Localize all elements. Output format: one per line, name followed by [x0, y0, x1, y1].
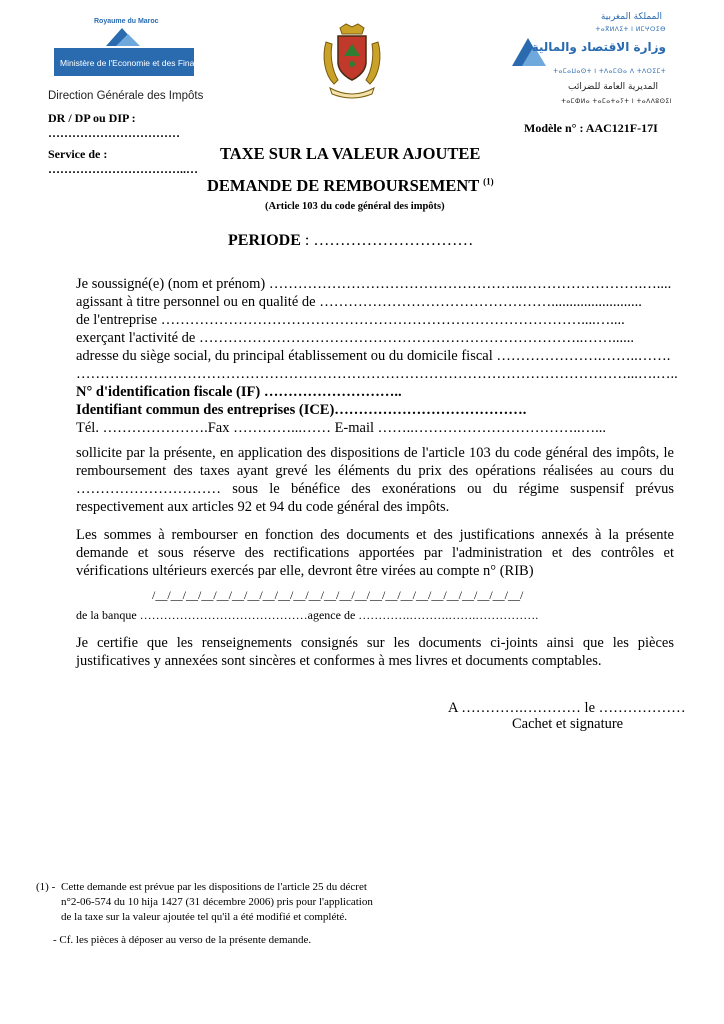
- name-field[interactable]: Je soussigné(e) (nom et prénom) ……………………………………………..…………………….…....: [76, 276, 672, 292]
- periode-line: [228, 232, 473, 250]
- request-paragraph: sollicite par la présente, en application des dispositions de l'article 103 du code général des impôts, le remboursement des taxes ayant grevé les éléments du prix des opérations réalisées au cours du ………………………… sous le bénéfice des exonérations ou du régime suspensif prévus respectivement aux articles 92 et 94 du code général des impôts.: [76, 445, 674, 515]
- refund-paragraph: Les sommes à rembourser en fonction des documents et des justifications annexés à la présente demande et sous réserve des rectifications apportées par l'administration et des contrôles et vérifications ultérieurs exercés par elle, devront être virées au compte n° (RIB): [76, 527, 674, 579]
- arabic-kingdom-text: المملكة المغربية: [600, 12, 662, 22]
- certification-paragraph: Je certifie que les renseignements consignés sur les documents ci-joints ainsi que les pièces justificatives y annexées sont sincères et conformes à mes livres et documents comptables.: [76, 635, 674, 669]
- signature-label: Cachet et signature: [512, 716, 624, 732]
- rib-field[interactable]: /__/__/__/__/__/__/__/__/__/__/__/__/__/__/__/__/__/__/__/__/__/__/__/__/: [152, 588, 524, 602]
- company-field[interactable]: de l'entreprise ……………………………………………………………………………....…....: [76, 312, 625, 328]
- tifinagh-kingdom-text: ⵜⴰⴳⵍⴷⵉⵜ ⵏ ⵍⵎⵖⵔⵉⴱ: [595, 26, 666, 33]
- tifinagh-ministry-text: ⵜⴰⵎⴰⵡⴰⵙⵜ ⵏ ⵜⴷⴰⵎⵙⴰ ⴷ ⵜⴷⵔⵉⵎⵜ: [553, 68, 666, 75]
- arabic-ministry-text: وزارة الاقتصاد والمالية: [531, 40, 666, 54]
- logo-direction-text: Direction Générale des Impôts: [48, 90, 204, 102]
- footnote-line: n°2-06-574 du 10 hija 1427 (31 décembre 2006) pris pour l'application: [61, 896, 373, 908]
- logo-kingdom-text: Royaume du Maroc: [94, 18, 159, 25]
- service-field[interactable]: ……………………………..…: [48, 162, 198, 176]
- periode-label: PERIODE: [228, 232, 301, 249]
- dr-label: DR / DP ou DIP :: [48, 111, 136, 125]
- ministry-logo: [44, 14, 213, 104]
- contact-field[interactable]: Tél. ………………….Fax …………...…… E-mail ……..……………………………..…...: [76, 420, 607, 436]
- tifinagh-direction-text: ⵜⴰⵎⵀⵍⴰ ⵜⴰⵎⴰⵜⴰⵢⵜ ⵏ ⵜⴰⴷⴷⵓⵙⵉⵏ: [561, 98, 672, 105]
- logo-ministry-text: Ministère de l'Economie et des Finances: [60, 58, 213, 68]
- periode-field[interactable]: : …………………………: [304, 232, 474, 249]
- ice-field[interactable]: Identifiant commun des entreprises (ICE)………………………………….: [76, 402, 527, 418]
- service-label: Service de :: [48, 147, 108, 161]
- article-reference: (Article 103 du code général des impôts): [265, 201, 445, 212]
- dr-field[interactable]: ……………………………: [48, 126, 180, 140]
- place-date-field[interactable]: A ………….………… le ………………: [448, 700, 686, 716]
- arabic-direction-text: المديرية العامة للضرائب: [568, 82, 658, 92]
- footnote-line: de la taxe sur la valeur ajoutée tel qu'il a été modifié et complété.: [61, 911, 348, 923]
- address-field[interactable]: adresse du siège social, du principal établissement ou du domicile fiscal ………………….……..…….: [76, 348, 671, 364]
- footnote-documents: - Cf. les pièces à déposer au verso de la présente demande.: [53, 934, 312, 946]
- footnote-line: Cette demande est prévue par les dispositions de l'article 25 du décret: [61, 881, 367, 893]
- form-title: TAXE SUR LA VALEUR AJOUTEE: [220, 144, 481, 163]
- bank-field[interactable]: de la banque ……………………………………agence de ………….……….…….…………….: [76, 608, 539, 622]
- coat-of-arms-icon: [318, 22, 386, 102]
- if-field[interactable]: N° d'identification fiscale (IF) ………………………..: [76, 384, 402, 400]
- quality-field[interactable]: agissant à titre personnel ou en qualité de ………………………………………….........................: [76, 294, 642, 310]
- ministry-logo-arabic: [508, 10, 688, 110]
- address-field-continued[interactable]: ……………………………………………………………………………………………………...….…..: [76, 366, 678, 382]
- footnote-marker: (1) -: [36, 881, 56, 893]
- footnote-ref: (1): [483, 176, 494, 187]
- model-number: Modèle n° : AAC121F-17I: [524, 121, 658, 135]
- form-subtitle: DEMANDE DE REMBOURSEMENT $^{(1)}$: [207, 176, 494, 195]
- activity-field[interactable]: exerçant l'activité de ……………………………………………………………………..……......: [76, 330, 634, 346]
